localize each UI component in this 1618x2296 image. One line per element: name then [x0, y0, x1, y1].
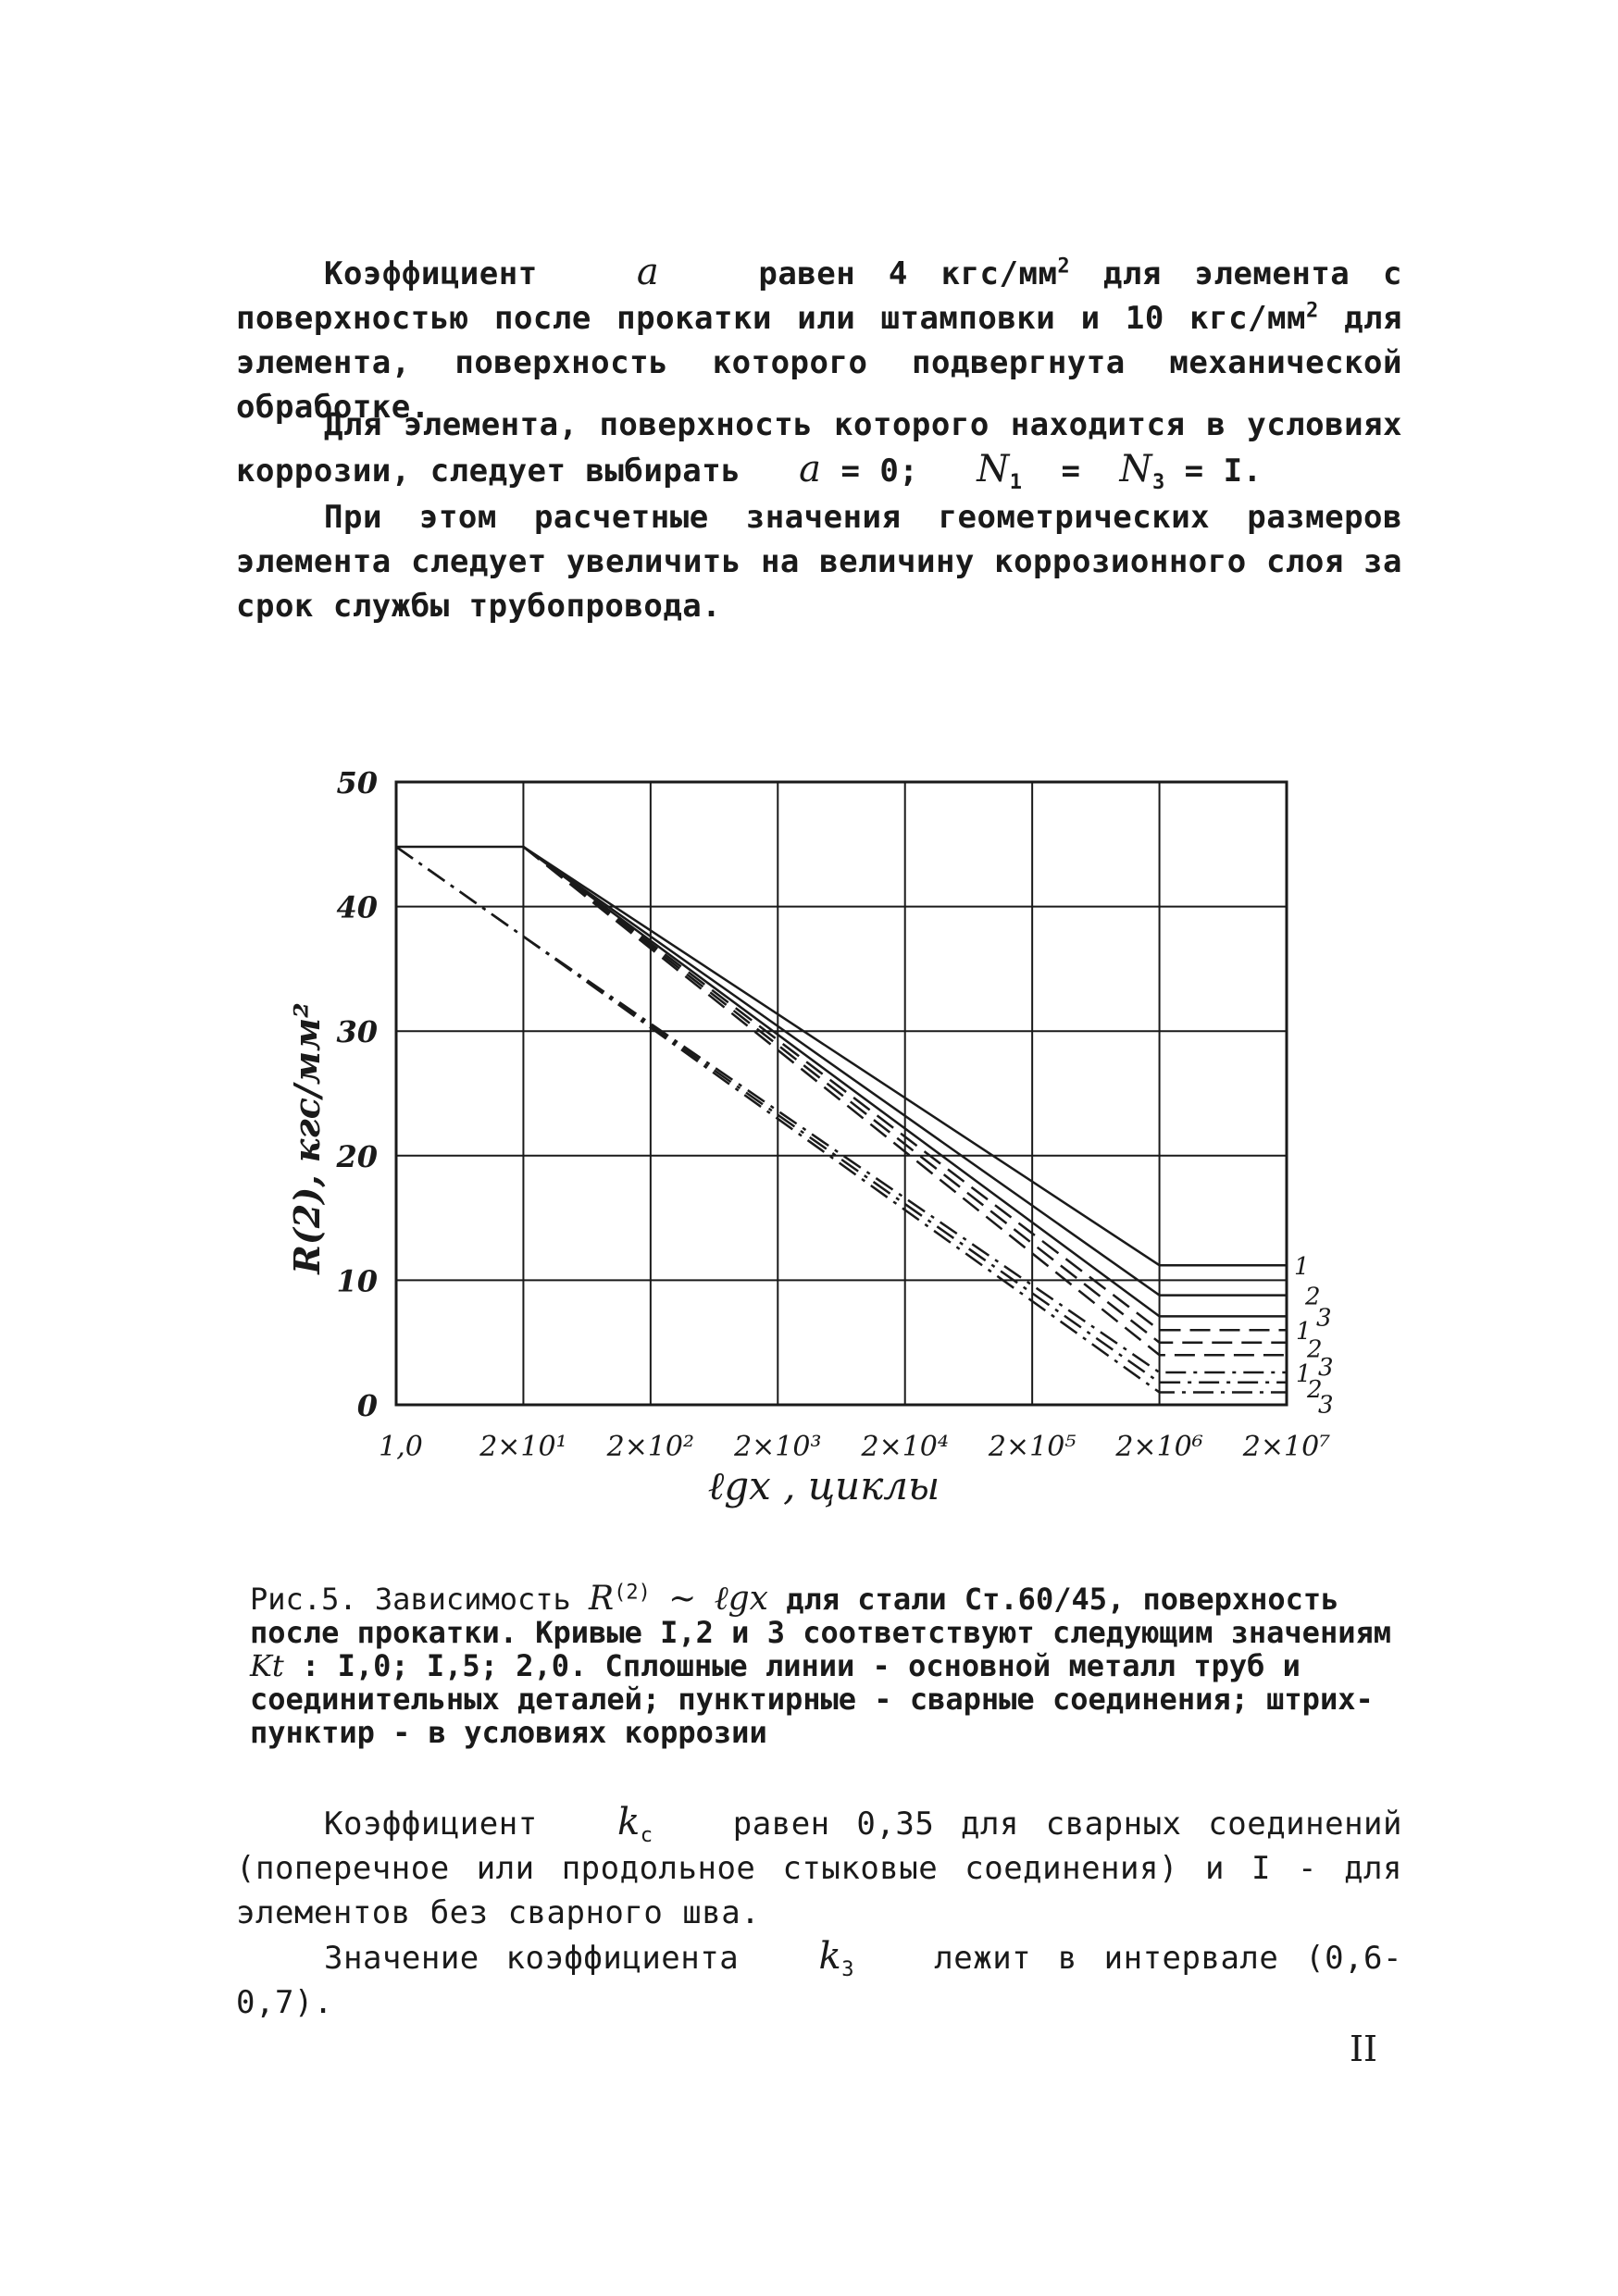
curve-label: 2	[1305, 1283, 1321, 1311]
curve-label: 1	[1296, 1318, 1312, 1347]
p5-end: лежит в интервале (0,6-0,7).	[236, 1940, 1402, 2021]
superscript-2b: 2	[1305, 299, 1319, 323]
p2-eq0: = 0;	[840, 453, 919, 490]
y-tick-label: 10	[336, 1263, 378, 1299]
figure-caption	[250, 1582, 1398, 1749]
p2-end: = I.	[1184, 453, 1263, 490]
caption-tilde: ~	[668, 1580, 697, 1618]
x-tick-label: 2×10⁵	[988, 1431, 1077, 1463]
page-number: II	[1350, 2029, 1378, 2069]
p2-start: Для элемента, поверхность которого находится в условиях коррозии, следует выбирать	[236, 406, 1402, 490]
caption-lgx: ℓgx	[714, 1580, 768, 1618]
p4-end: равен 0,35 для сварных соединений (поперечное или продольное стыковые соединения) и I - для элементов без сварного шва.	[236, 1806, 1402, 1931]
caption-body: для стали Ст.60/45, поверхность после прокатки. Кривые I,2 и 3 соответствуют следующим значениям	[250, 1582, 1391, 1650]
x-tick-label: 2×10²	[606, 1431, 695, 1463]
symbol-kc: k	[616, 1801, 641, 1843]
subscript-3: 3	[1151, 470, 1165, 494]
series-line-dashdot-2	[396, 847, 1287, 1383]
curve-label: 3	[1316, 1304, 1332, 1333]
curve-label: 1	[1296, 1360, 1312, 1389]
caption-kt: Kt	[250, 1648, 284, 1683]
y-tick-label: 20	[336, 1138, 378, 1174]
symbol-N1: N	[977, 448, 1010, 490]
subscript-c: c	[640, 1823, 653, 1847]
x-tick-label: 1,0	[379, 1431, 423, 1463]
subscript-3b: 3	[841, 1957, 854, 1981]
series-line-dashdot-1	[396, 847, 1287, 1372]
paragraph-4	[236, 1800, 1402, 1935]
y-tick-label: 0	[356, 1388, 378, 1423]
p1-start: Коэффициент	[324, 255, 538, 292]
curve-label: 2	[1307, 1335, 1323, 1364]
curve-label: 2	[1307, 1375, 1323, 1404]
p4-start: Коэффициент	[324, 1806, 538, 1843]
symbol-k3: k	[818, 1935, 842, 1978]
caption-sup: (2)	[614, 1581, 651, 1605]
chart-labels	[335, 765, 1333, 1463]
symbol-a2: a	[799, 448, 822, 490]
paragraph-5	[236, 1934, 1402, 2025]
x-tick-label: 2×10¹	[479, 1431, 567, 1463]
symbol-a: a	[636, 251, 660, 293]
caption-symbol-R: R	[589, 1580, 615, 1618]
p1-middle: равен 4 кгс/мм	[758, 255, 1058, 292]
p5-start: Значение коэффициента	[324, 1940, 740, 1977]
caption-end: : I,0; I,5; 2,0. Сплошные линии - основной металл труб и соединительных деталей; пунктирные - сварные соединения; штрих-пунктир - в условиях коррозии	[250, 1648, 1374, 1750]
caption-start: Рис.5. Зависимость	[250, 1582, 571, 1617]
x-tick-label: 2×10³	[734, 1431, 822, 1463]
curve-label: 1	[1294, 1253, 1310, 1282]
chart-series	[396, 847, 1287, 1393]
y-tick-label: 40	[336, 889, 378, 925]
x-tick-label: 2×10⁷	[1242, 1431, 1331, 1463]
y-tick-label: 50	[336, 765, 378, 800]
curve-label: 3	[1318, 1391, 1334, 1420]
curve-label: 3	[1318, 1354, 1334, 1383]
p3-text: При этом расчетные значения геометрических размеров элемента следует увеличить на величину коррозионного слоя за срок службы трубопровода.	[236, 499, 1402, 625]
p1-end: для элемента, поверхность которого подвергнута механической обработке.	[236, 300, 1402, 426]
p2-equals: =	[1061, 453, 1081, 490]
y-axis-label: R(2), кгс/мм²	[286, 1002, 328, 1274]
symbol-N3: N	[1119, 448, 1152, 490]
y-tick-label: 30	[336, 1014, 378, 1050]
superscript-2: 2	[1057, 254, 1071, 279]
x-tick-label: 2×10⁴	[861, 1431, 949, 1463]
series-line-solid-1	[396, 847, 1287, 1265]
p1-continuation: для элемента с поверхностью после прокатки или штамповки и 10 кгс/мм	[236, 255, 1402, 337]
x-tick-label: 2×10⁶	[1115, 1431, 1203, 1463]
x-axis-label: ℓgx , циклы	[707, 1463, 940, 1508]
subscript-1: 1	[1009, 470, 1023, 494]
